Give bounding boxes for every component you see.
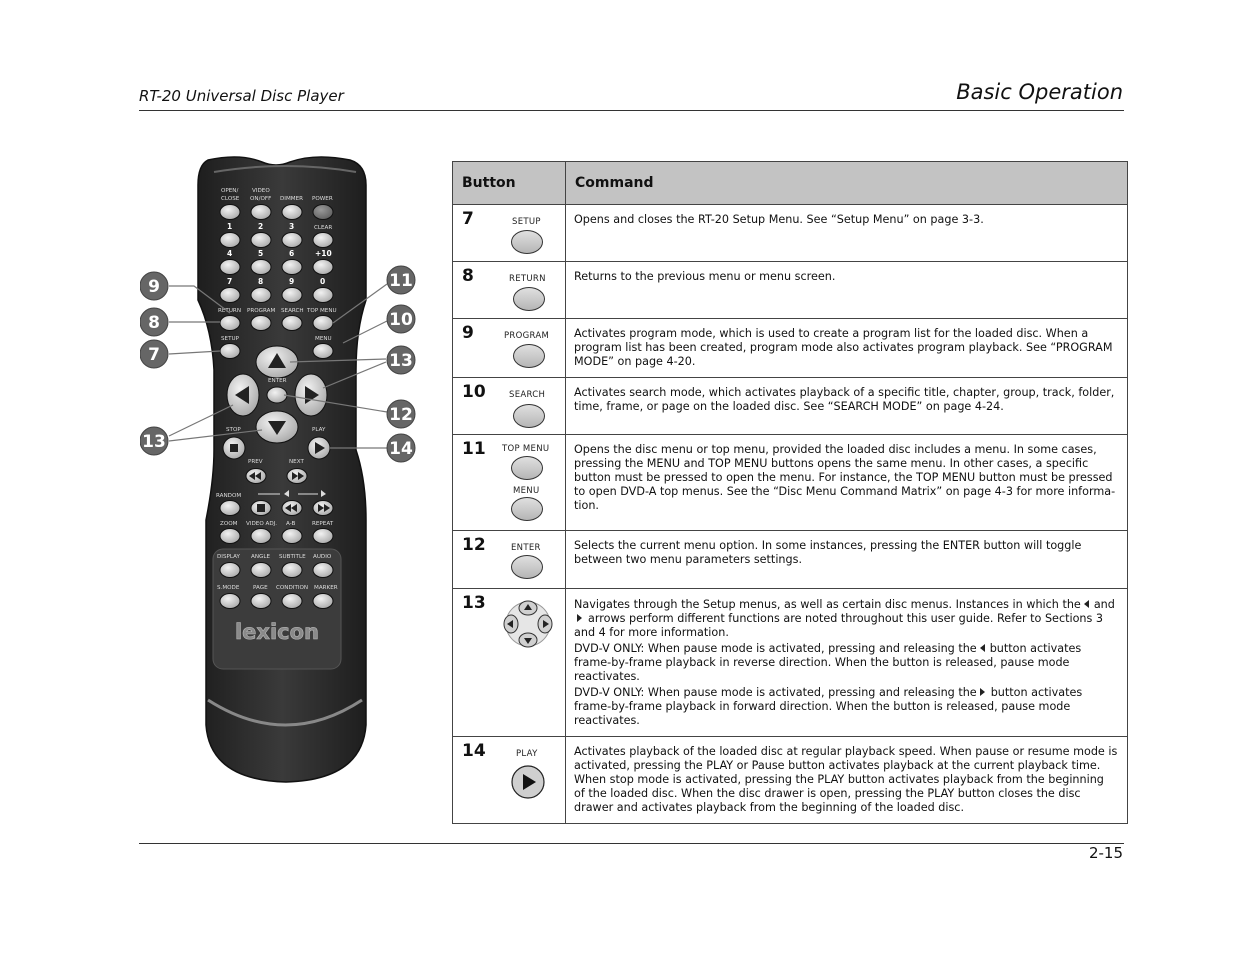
button-label: PROGRAM xyxy=(504,331,550,341)
label-random: RANDOM xyxy=(216,493,242,499)
label-display: DISPLAY xyxy=(217,554,240,560)
label-8: 8 xyxy=(258,277,264,286)
label-power: POWER xyxy=(312,196,333,202)
callout-13-right xyxy=(387,346,415,374)
label-dimmer: DIMMER xyxy=(280,196,304,202)
svg-text:10: 10 xyxy=(389,310,413,330)
button-cell xyxy=(453,737,566,824)
row-number: 8 xyxy=(462,266,474,286)
return-button-icon xyxy=(513,287,545,311)
forward-paragraph xyxy=(574,686,1118,728)
command-text: Activates search mode, which activates playback of a specific title, chapter, group, track, folder, time, frame, or page on the loaded disc. See “SEARCH MODE” on page 4-24. xyxy=(566,378,1128,435)
row-number: 14 xyxy=(462,741,486,761)
label-repeat: REPEAT xyxy=(312,521,334,527)
button-cell xyxy=(453,319,566,378)
command-text xyxy=(566,589,1128,737)
section-title: Basic Operation xyxy=(956,80,1123,104)
command-text: Selects the current menu option. In some instances, pressing the ENTER button will toggle between two menu parameters settings. xyxy=(566,531,1128,589)
remote-control-illustration xyxy=(140,155,430,785)
row-number: 13 xyxy=(462,593,486,613)
text-part: DVD-V ONLY: When pause mode is activated, pressing and releasing the xyxy=(574,686,977,699)
label-close: CLOSE xyxy=(221,196,240,202)
label-audio: AUDIO xyxy=(313,554,332,560)
label-videoadj: VIDEO ADJ. xyxy=(246,521,278,527)
label-9: 9 xyxy=(289,277,295,286)
menu-button-shape xyxy=(313,344,333,359)
label-5: 5 xyxy=(258,249,264,258)
svg-text:13: 13 xyxy=(389,351,413,371)
label-video: VIDEO xyxy=(252,188,270,194)
menu-button-icon xyxy=(511,497,543,521)
row-number: 10 xyxy=(462,382,486,402)
search-button-icon xyxy=(513,404,545,428)
footer-rule xyxy=(139,843,1124,844)
callout-14 xyxy=(387,434,415,462)
callout-11 xyxy=(387,266,415,294)
callout-12 xyxy=(387,400,415,428)
label-2: 2 xyxy=(258,222,264,231)
table-row xyxy=(453,589,1128,737)
lexicon-logo: lexicon xyxy=(234,620,320,644)
svg-text:12: 12 xyxy=(389,405,413,425)
label-prev: PREV xyxy=(248,459,263,465)
arrows-paragraph xyxy=(574,598,1118,640)
label-subtitle: SUBTITLE xyxy=(279,554,306,560)
label-open: OPEN/ xyxy=(221,188,239,194)
text-part: button activates frame-by-frame playback in reverse direction. When the button is released, pause mode reactivates. xyxy=(574,642,1082,683)
button-label: ENTER xyxy=(511,543,541,553)
command-text: Opens the disc menu or top menu, provided the loaded disc includes a menu. In some cases, pressing the MENU and TOP MENU buttons opens the same menu. In other cases, a specific button must be pressed to open the menu. For instance, the TOP MENU button must be pressed to open DVD-A top menus. See the “Disc Menu Command Matrix” on page 4-3 for more informa-tion. xyxy=(566,435,1128,531)
table-row xyxy=(453,737,1128,824)
label-condition: CONDITION xyxy=(276,585,309,591)
row-number: 12 xyxy=(462,535,486,555)
command-text: Activates playback of the loaded disc at regular playback speed. When pause or resume mode is activated, pressing the PLAY or Pause button activates playback at the current playback time. When stop mode is activated, pressing the PLAY button activates playback from the beginning of the loaded disc. When the disc drawer is open, pressing the PLAY button closes the disc drawer and activates playback from the beginning of the loaded disc. xyxy=(566,737,1128,824)
header-button: Button xyxy=(453,162,566,205)
table-header xyxy=(453,162,1128,205)
callout-8 xyxy=(140,308,168,336)
label-smode: S.MODE xyxy=(217,585,240,591)
svg-text:8: 8 xyxy=(148,313,160,333)
reverse-paragraph xyxy=(574,642,1118,684)
label-clear: CLEAR xyxy=(314,225,333,231)
label-topmenu: TOP MENU xyxy=(307,308,337,314)
label-page: PAGE xyxy=(253,585,268,591)
callout-13-left xyxy=(140,427,168,455)
label-ab: A-B xyxy=(286,521,296,527)
button-label: TOP MENU xyxy=(502,444,550,454)
svg-text:11: 11 xyxy=(389,271,413,291)
label-next: NEXT xyxy=(289,459,304,465)
table-row xyxy=(453,435,1128,531)
label-stop: STOP xyxy=(226,427,241,433)
table-row xyxy=(453,262,1128,319)
command-text: Activates program mode, which is used to create a program list for the loaded disc. When a program list has been created, program mode also activates program playback. See “PROGRAM MODE” on page 4-20. xyxy=(566,319,1128,378)
row-number: 7 xyxy=(462,209,474,229)
label-3: 3 xyxy=(289,222,295,231)
text-part: arrows perform different functions are noted throughout this user guide. Refer to Sections 3 and 4 for more information. xyxy=(574,612,1104,639)
left-arrow-icon xyxy=(980,644,985,652)
label-zoom: ZOOM xyxy=(220,521,238,527)
button-cell xyxy=(453,435,566,531)
label-onoff: ON/OFF xyxy=(250,196,272,202)
button-cell xyxy=(453,262,566,319)
top-menu-button-icon xyxy=(511,456,543,480)
label-play: PLAY xyxy=(312,427,326,433)
label-setup: SETUP xyxy=(221,336,239,342)
label-7: 7 xyxy=(227,277,233,286)
button-label-menu: MENU xyxy=(513,486,540,496)
header-rule xyxy=(139,110,1124,111)
button-label: SEARCH xyxy=(509,390,546,400)
svg-text:9: 9 xyxy=(148,277,160,297)
button-cell xyxy=(453,205,566,262)
button-cell xyxy=(453,531,566,589)
label-marker: MARKER xyxy=(314,585,338,591)
callout-9 xyxy=(140,272,168,300)
enter-button-icon xyxy=(511,555,543,579)
remote-body xyxy=(198,157,366,782)
label-4: 4 xyxy=(227,249,233,258)
command-text: Opens and closes the RT-20 Setup Menu. See “Setup Menu” on page 3-3. xyxy=(566,205,1128,262)
label-enter: ENTER xyxy=(268,378,287,384)
text-part: and xyxy=(1093,598,1115,611)
text-part: button activates frame-by-frame playback in forward direction. When the button is released, pause mode reactivates. xyxy=(574,686,1083,727)
button-cell xyxy=(453,589,566,737)
program-button-icon xyxy=(513,344,545,368)
table-row xyxy=(453,205,1128,262)
label-menu: MENU xyxy=(315,336,332,342)
label-1: 1 xyxy=(227,222,233,231)
svg-text:13: 13 xyxy=(142,432,166,452)
setup-button-icon xyxy=(511,230,543,254)
label-program: PROGRAM xyxy=(247,308,276,314)
label-angle: ANGLE xyxy=(251,554,270,560)
label-6: 6 xyxy=(289,249,295,258)
text-part: DVD-V ONLY: When pause mode is activated, pressing and releasing the xyxy=(574,642,977,655)
label-search: SEARCH xyxy=(281,308,304,314)
label-return: RETURN xyxy=(218,308,242,314)
left-arrow-icon xyxy=(1084,600,1089,608)
play-icon xyxy=(510,764,546,800)
text-part: Navigates through the Setup menus, as well as certain disc menus. Instances in which the xyxy=(574,598,1081,611)
row-number: 9 xyxy=(462,323,474,343)
callout-7 xyxy=(140,340,168,368)
setup-button-shape xyxy=(220,344,240,359)
page-number: 2-15 xyxy=(1088,844,1123,862)
label-plus10: +10 xyxy=(315,249,332,258)
button-label: RETURN xyxy=(509,274,546,284)
callout-10 xyxy=(387,305,415,333)
header-command: Command xyxy=(566,162,1128,205)
command-table xyxy=(452,161,1128,824)
svg-text:7: 7 xyxy=(148,345,160,365)
right-arrow-icon xyxy=(577,614,582,622)
row-number: 11 xyxy=(462,439,486,459)
label-0: 0 xyxy=(320,277,326,286)
table-row xyxy=(453,378,1128,435)
button-cell xyxy=(453,378,566,435)
svg-text:14: 14 xyxy=(389,439,413,459)
button-label: PLAY xyxy=(516,749,538,759)
table-row xyxy=(453,319,1128,378)
command-text: Returns to the previous menu or menu screen. xyxy=(566,262,1128,319)
document-title: RT-20 Universal Disc Player xyxy=(139,87,344,105)
button-label: SETUP xyxy=(512,217,541,227)
arrow-pad-icon xyxy=(500,599,556,649)
right-arrow-icon xyxy=(980,688,985,696)
table-row xyxy=(453,531,1128,589)
